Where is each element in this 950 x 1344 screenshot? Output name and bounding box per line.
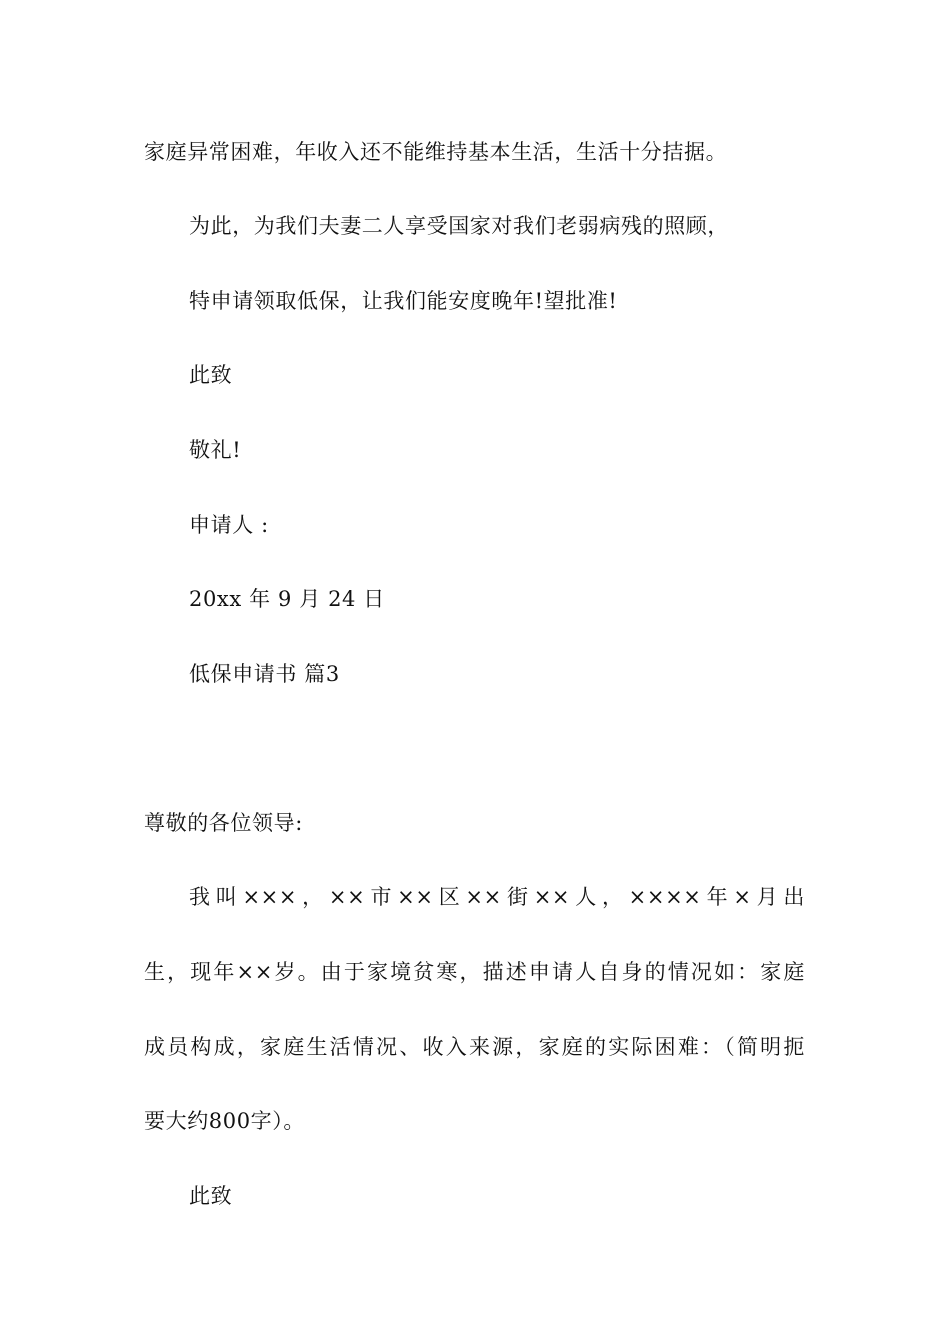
- closing-salutation: 此致: [189, 1184, 233, 1208]
- paragraph-line: 特申请领取低保，让我们能安度晚年!望批准!: [189, 289, 618, 313]
- section-heading: 低保申请书 篇3: [189, 662, 340, 686]
- date-line: 20xx 年 9 月 24 日: [189, 587, 385, 611]
- greeting: 尊敬的各位领导:: [144, 811, 303, 835]
- paragraph-line: 为此，为我们夫妻二人享受国家对我们老弱病残的照顾，: [189, 214, 729, 238]
- paragraph-line: 生，现年××岁。由于家境贫寒，描述申请人自身的情况如：家庭: [144, 960, 805, 984]
- applicant-label: 申请人 :: [189, 513, 269, 537]
- paragraph-line: 我叫×××，××市××区××街××人，××××年×月出: [189, 885, 805, 909]
- closing-regards: 敬礼!: [189, 438, 242, 462]
- paragraph-line: 家庭异常困难，年收入还不能维持基本生活，生活十分拮据。: [144, 140, 728, 164]
- paragraph-line: 成员构成，家庭生活情况、收入来源，家庭的实际困难：（简明扼: [144, 1035, 805, 1059]
- paragraph-line: 要大约800字）。: [144, 1109, 305, 1133]
- closing-salutation: 此致: [189, 363, 233, 387]
